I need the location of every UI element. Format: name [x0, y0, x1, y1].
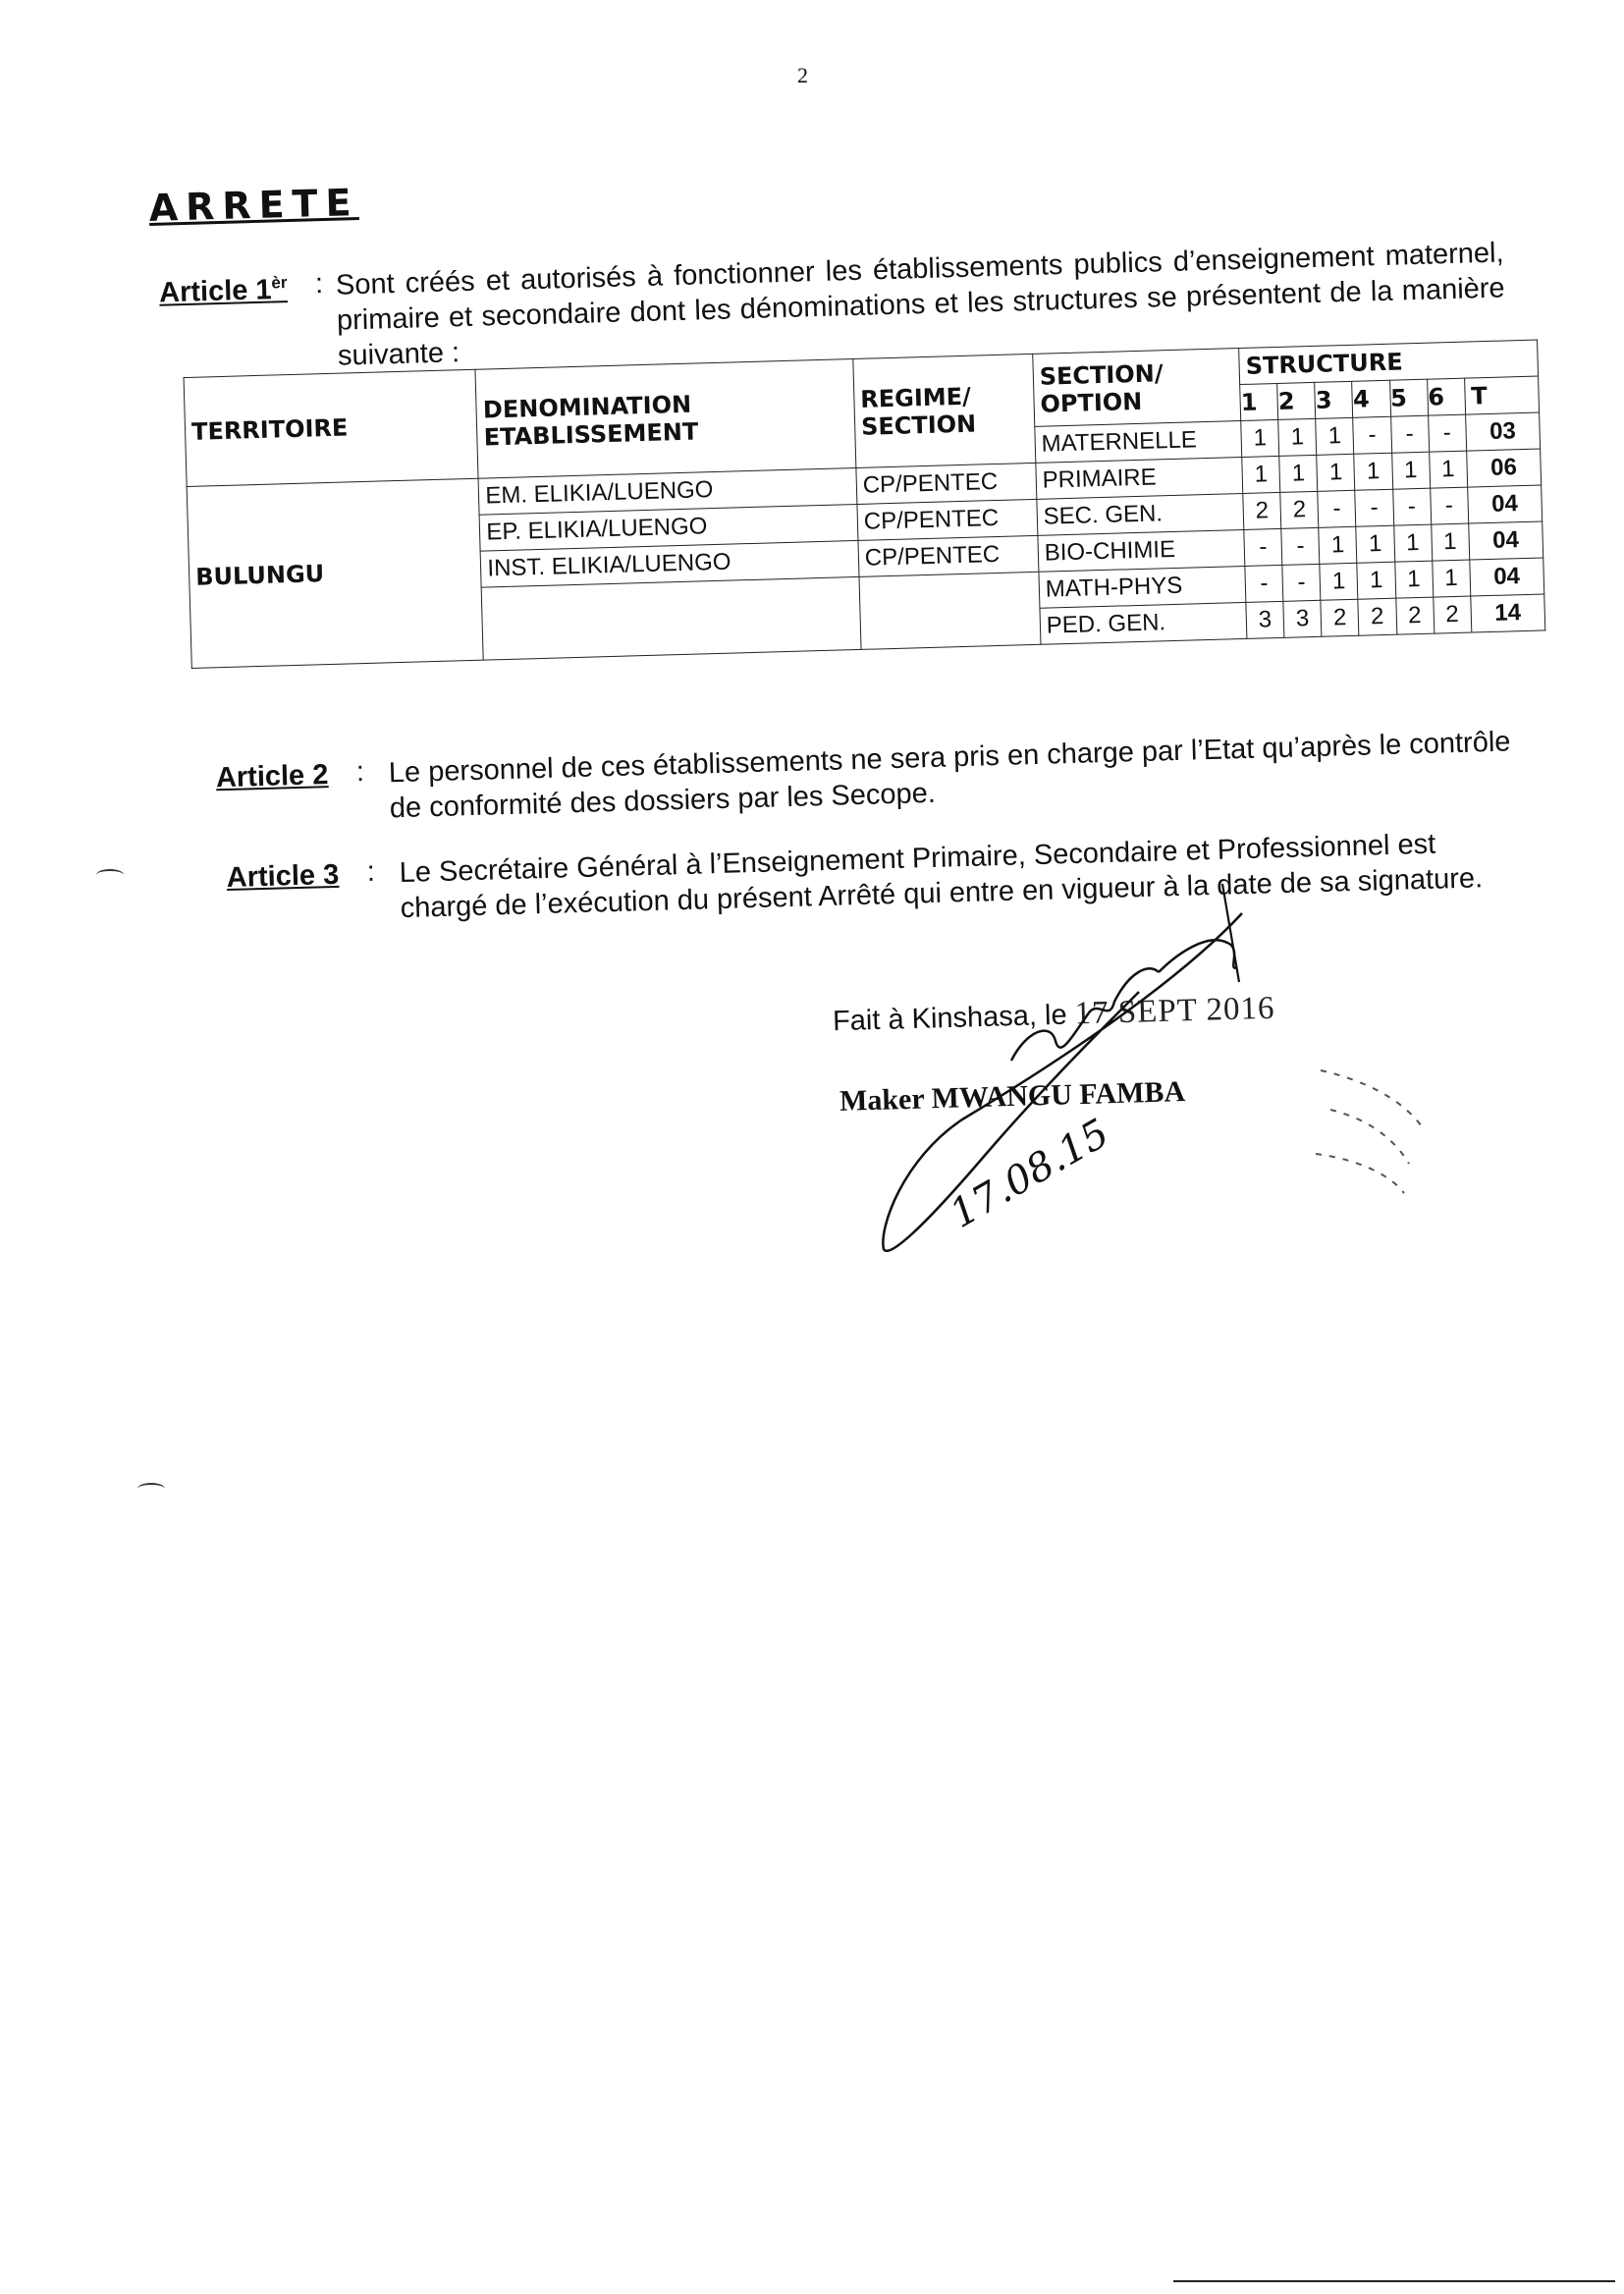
level-cell: 2 — [1280, 491, 1319, 528]
level-cell: 2 — [1433, 596, 1471, 633]
level-cell: 1 — [1242, 456, 1280, 493]
section-cell: PRIMAIRE — [1036, 457, 1243, 499]
denomination-cell: EM. ELIKIA/LUENGO — [478, 467, 856, 515]
header-level-6: 6 — [1427, 378, 1465, 415]
level-cell: 3 — [1283, 600, 1322, 637]
level-cell: 1 — [1356, 525, 1394, 563]
level-cell: 1 — [1319, 526, 1357, 564]
section-cell: PED. GEN. — [1040, 602, 1247, 644]
article-2-label: Article 2 — [215, 759, 329, 794]
header-territoire: TERRITOIRE — [184, 369, 478, 486]
bottom-line — [1173, 2280, 1615, 2282]
level-cell: - — [1281, 527, 1320, 565]
level-cell: 1 — [1279, 455, 1318, 492]
section-cell: BIO-CHIMIE — [1038, 529, 1245, 572]
header-level-3: 3 — [1315, 381, 1353, 418]
place-date — [833, 991, 1275, 1040]
level-cell: 2 — [1395, 597, 1434, 634]
place-text: Fait à Kinshasa, le — [832, 999, 1068, 1038]
article-2-colon: : — [355, 756, 365, 789]
article-3-label: Article 3 — [226, 858, 340, 895]
level-cell: 1 — [1431, 523, 1469, 561]
level-cell: 1 — [1393, 524, 1432, 562]
level-cell: 1 — [1320, 563, 1358, 600]
header-section: SECTION/ OPTION — [1033, 349, 1241, 427]
date-stamp: 17 SEPT 2016 — [1074, 990, 1275, 1032]
level-cell: - — [1318, 490, 1356, 527]
level-cell: 1 — [1432, 560, 1470, 597]
decree-heading: ARRETE — [148, 181, 360, 230]
header-structure: STRUCTURE — [1239, 340, 1539, 384]
level-cell: - — [1390, 415, 1429, 453]
level-cell: - — [1245, 565, 1283, 602]
page-number: 2 — [797, 63, 808, 87]
level-cell: 2 — [1243, 492, 1281, 529]
regime-cell — [859, 572, 1041, 649]
level-cell: - — [1430, 487, 1468, 524]
signer-name: Maker MWANGU FAMBA — [839, 1075, 1186, 1118]
section-cell: MATH-PHYS — [1039, 566, 1246, 608]
total-cell: 14 — [1471, 594, 1545, 632]
header-denomination: DENOMINATION ETABLISSEMENT — [475, 359, 855, 479]
level-cell: 1 — [1241, 419, 1279, 457]
header-total: T — [1464, 376, 1539, 414]
level-cell: - — [1392, 488, 1431, 525]
regime-cell: CP/PENTEC — [858, 535, 1039, 576]
level-cell: - — [1282, 564, 1321, 601]
article-1-text: Sont créés et autorisés à fonctionner les établissements publics d’enseignement maternel, primaire et secondaire dont les dénominations et les structures se présentent de la manière suivante : — [335, 237, 1505, 372]
level-cell: - — [1355, 489, 1393, 526]
article-3-colon: : — [366, 855, 376, 889]
section-cell: SEC. GEN. — [1037, 493, 1244, 535]
decree-body — [147, 108, 1541, 925]
header-level-4: 4 — [1352, 380, 1390, 417]
margin-mark — [137, 1483, 165, 1495]
article-3-text: Le Secrétaire Général à l’Enseignement Primaire, Secondaire et Professionnel est chargé de l’exécution du présent Arrêté qui entre en vigueur à la date de sa signature. — [399, 828, 1484, 925]
total-cell: 04 — [1467, 485, 1542, 523]
total-cell: 04 — [1469, 558, 1543, 596]
total-cell: 03 — [1465, 412, 1540, 451]
denomination-cell — [482, 576, 861, 660]
header-level-2: 2 — [1277, 382, 1316, 419]
level-cell: 1 — [1391, 452, 1430, 489]
regime-cell: CP/PENTEC — [856, 463, 1037, 504]
level-cell: - — [1428, 414, 1466, 452]
article-1-colon: : — [314, 268, 324, 300]
denomination-cell: EP. ELIKIA/LUENGO — [479, 504, 857, 551]
level-cell: 1 — [1278, 418, 1317, 456]
level-cell: 1 — [1357, 562, 1395, 599]
total-cell: 06 — [1466, 449, 1541, 487]
article-1-label: Article $1^{èr}$ — [158, 273, 288, 309]
denomination-cell: INST. ELIKIA/LUENGO — [480, 540, 858, 587]
header-level-5: 5 — [1389, 379, 1428, 416]
level-cell: - — [1244, 528, 1282, 566]
level-cell: 2 — [1321, 599, 1359, 636]
level-cell: 1 — [1394, 561, 1433, 598]
regime-cell: CP/PENTEC — [857, 499, 1038, 540]
level-cell: 3 — [1246, 601, 1284, 638]
territory-cell: BULUNGU — [187, 478, 483, 668]
level-cell: 1 — [1316, 417, 1354, 455]
structure-table — [184, 340, 1546, 669]
level-cell: 1 — [1354, 453, 1392, 490]
level-cell: 2 — [1358, 598, 1396, 635]
header-level-1: 1 — [1240, 383, 1278, 420]
article-2-text: Le personnel de ces établissements ne sera pris en charge par l’Etat qu’après le contrôle de conformité des dossiers par les Secope. — [388, 726, 1511, 825]
margin-mark — [96, 869, 124, 881]
total-cell: 04 — [1468, 521, 1543, 560]
header-regime: REGIME/ SECTION — [853, 354, 1036, 467]
level-cell: 1 — [1429, 451, 1467, 488]
handwritten-date: 17.08.15 — [943, 1110, 1117, 1237]
section-cell: MATERNELLE — [1035, 421, 1242, 464]
level-cell: 1 — [1317, 454, 1355, 491]
level-cell: - — [1353, 416, 1391, 454]
